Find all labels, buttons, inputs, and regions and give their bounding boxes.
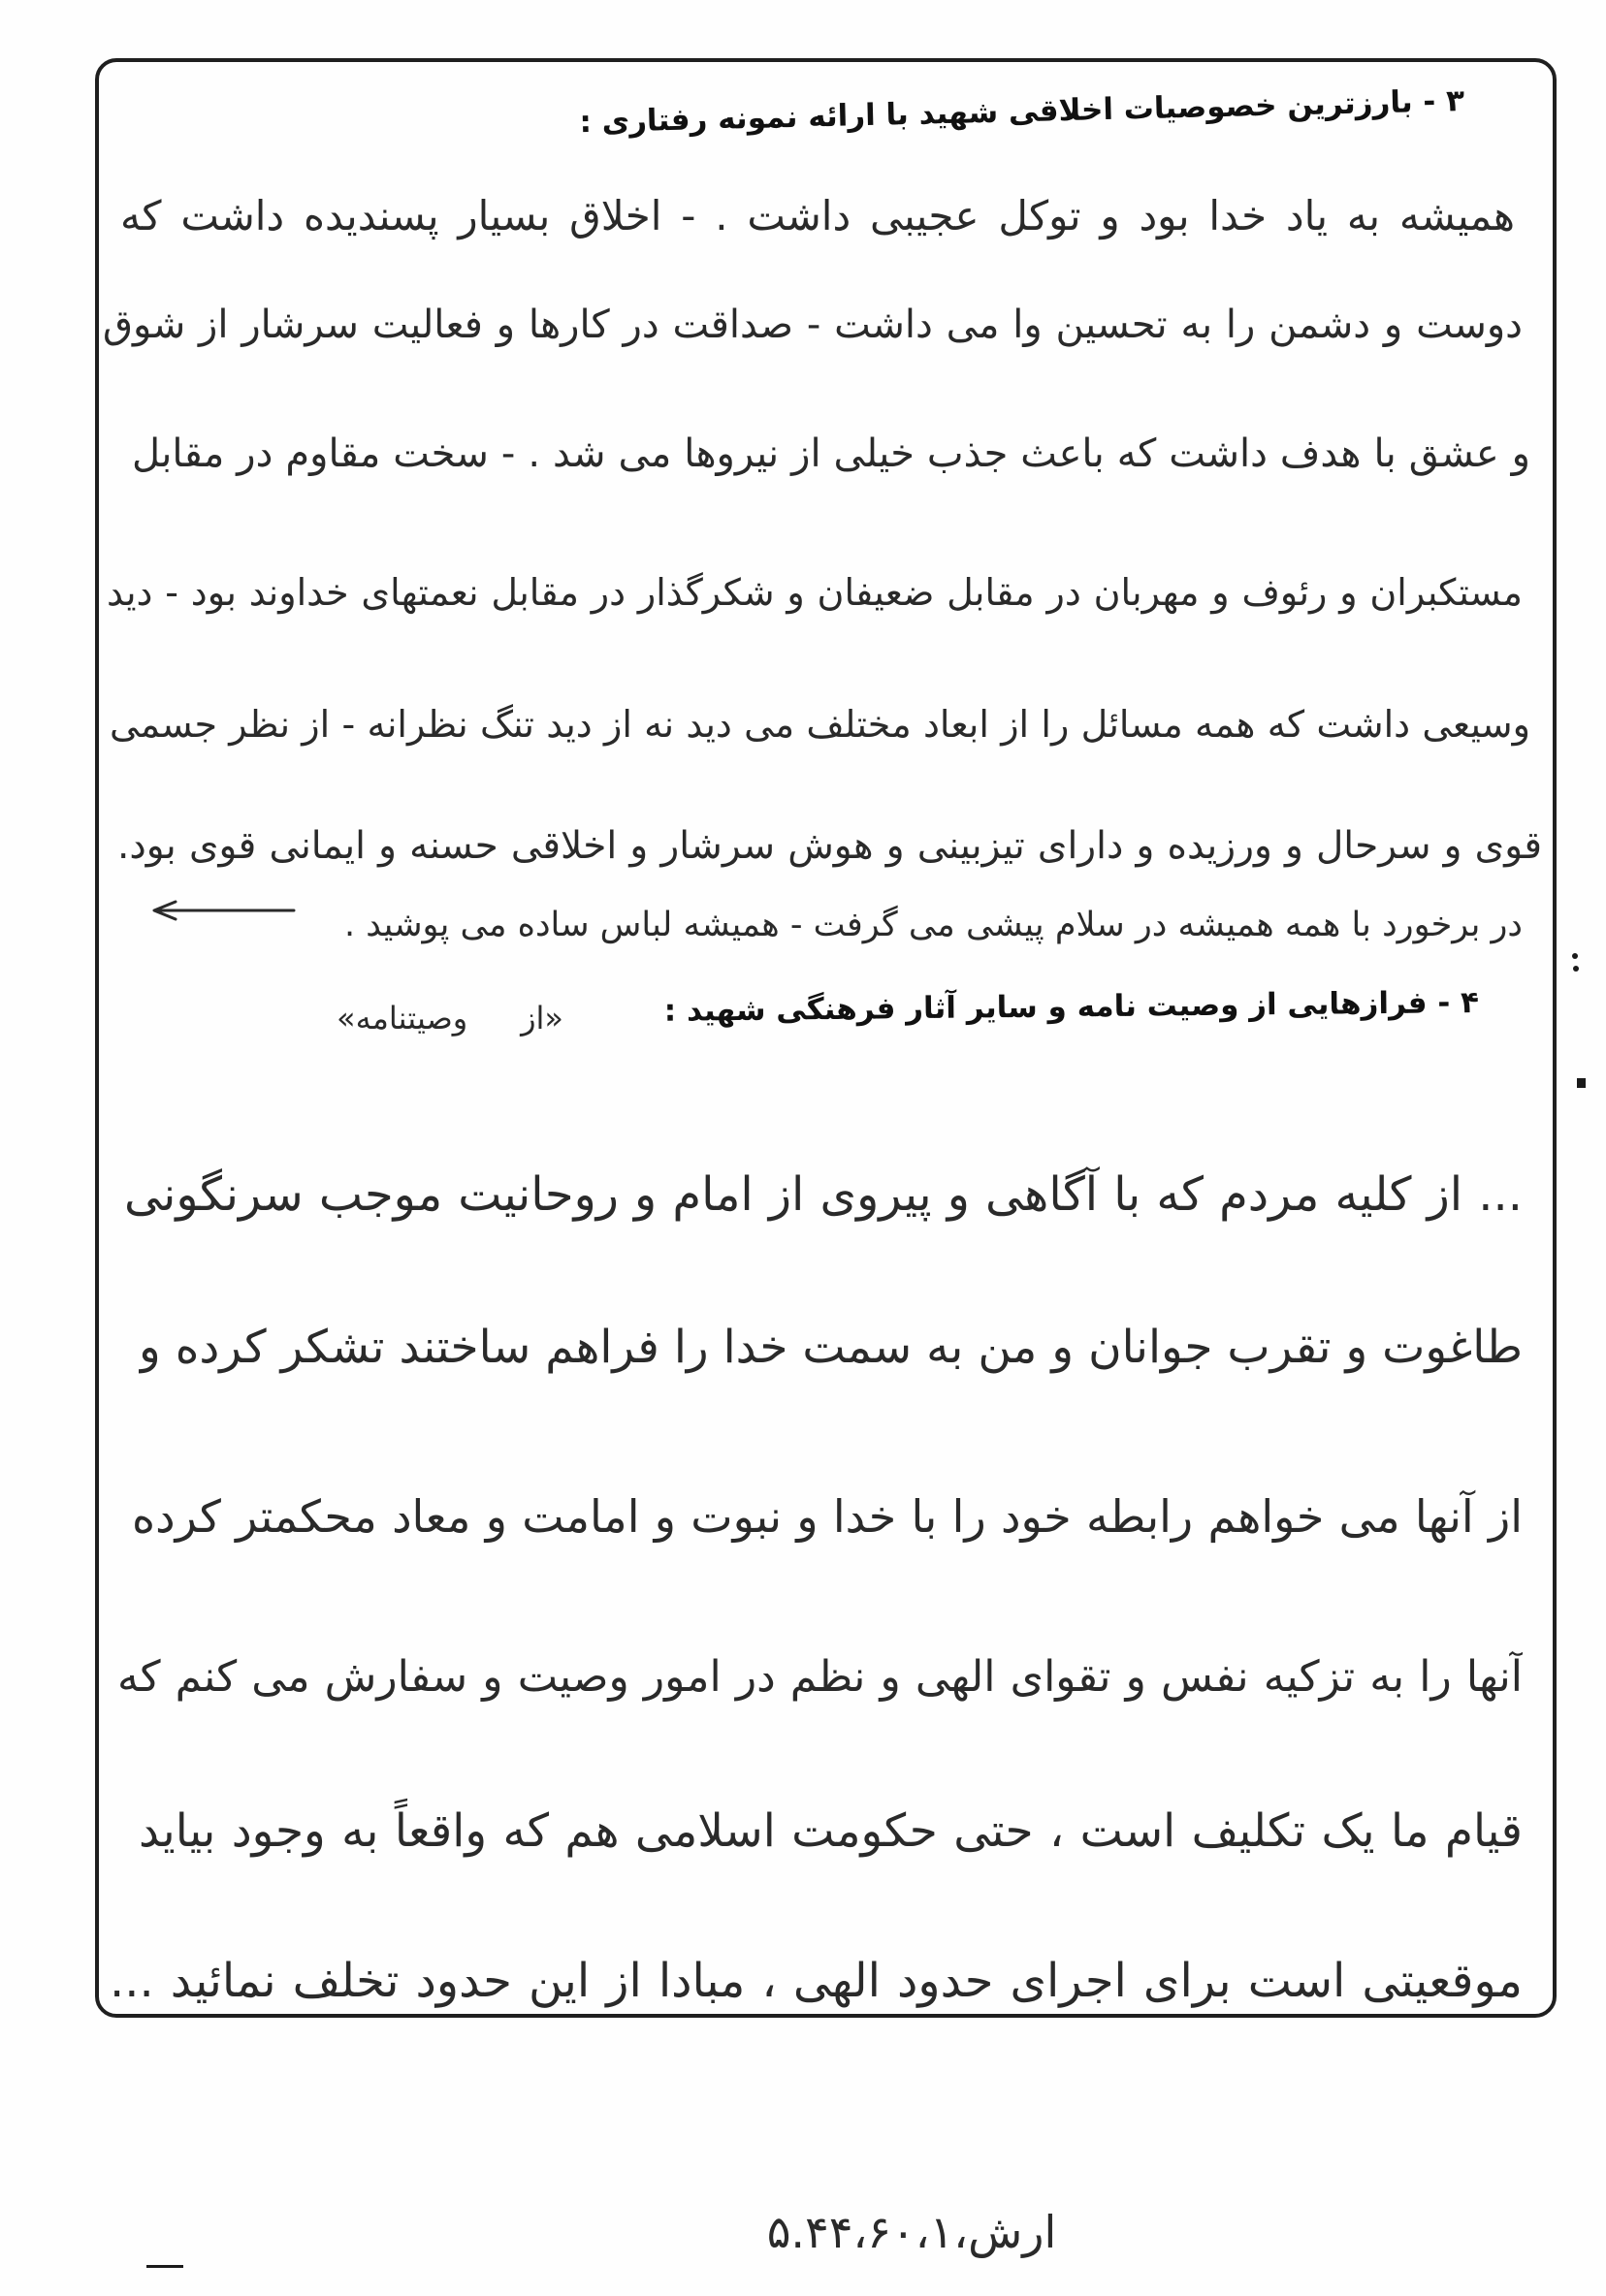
left-arrow-icon bbox=[146, 897, 297, 924]
will-line-1: ... از کلیه مردم که با آگاهی و پیروی از امام و روحانیت موجب سرنگونی bbox=[124, 1167, 1523, 1222]
section-3-heading: ۳ - بارزترین خصوصیات اخلاقی شهید با ارائه نمونه رفتاری : bbox=[579, 83, 1465, 141]
source-note: «از وصیتنامه» bbox=[337, 1000, 563, 1036]
will-line-3: از آنها می خواهم رابطه خود را با خدا و نبوت و امامت و معاد محکمتر کرده bbox=[132, 1490, 1523, 1543]
will-line-5: قیام ما یک تکلیف است ، حتی حکومت اسلامی هم که واقعاً به وجود بیاید bbox=[139, 1804, 1523, 1858]
margin-mark-upper-dot bbox=[1572, 953, 1578, 959]
will-line-4: آنها را به تزکیه نفس و تقوای الهی و نظم در امور وصیت و سفارش می کنم که bbox=[117, 1652, 1523, 1702]
trait-line-6: قوی و سرحال و ورزیده و دارای تیزبینی و هوش سرشار و اخلاقی حسنه و ایمانی قوی بود. bbox=[117, 824, 1542, 868]
section-4-heading: ۴ - فرازهایی از وصیت نامه و سایر آثار فرهنگی شهید : bbox=[663, 985, 1480, 1029]
will-line-2: طاغوت و تقرب جوانان و من به سمت خدا را فراهم ساختند تشکر کرده و bbox=[139, 1321, 1523, 1374]
trait-line-4: مستکبران و رئوف و مهربان در مقابل ضعیفان و شکرگذار در مقابل نعمتهای خداوند بود - دید bbox=[107, 571, 1523, 614]
margin-mark-square bbox=[1577, 1078, 1586, 1088]
will-line-6: موقعیتی است برای اجرای حدود الهی ، مبادا از این حدود تخلف نمائید ... bbox=[110, 1954, 1523, 2008]
corner-dash bbox=[146, 2265, 183, 2268]
footer-code: ۵.۴۴،۶۰،۱،ارش bbox=[766, 2206, 1057, 2258]
trait-line-7: در برخورد با همه همیشه در سلام پیشی می گرفت - همیشه لباس ساده می پوشید . bbox=[344, 906, 1523, 944]
trait-line-3: و عشق با هدف داشت که باعث جذب خیلی از نیروها می شد . - سخت مقاوم در مقابل bbox=[132, 431, 1530, 476]
trait-line-5: وسیعی داشت که همه مسائل را از ابعاد مختلف می دید نه از دید تنگ نظرانه - از نظر جسمی bbox=[110, 703, 1530, 746]
trait-line-2: دوست و دشمن را به تحسین وا می داشت - صداقت در کارها و فعالیت سرشار از شوق bbox=[103, 303, 1523, 347]
trait-line-1: همیشه به یاد خدا بود و توکل عجیبی داشت . - اخلاق بسیار پسندیده داشت که bbox=[120, 192, 1515, 239]
margin-mark-lower-dot bbox=[1573, 966, 1579, 972]
